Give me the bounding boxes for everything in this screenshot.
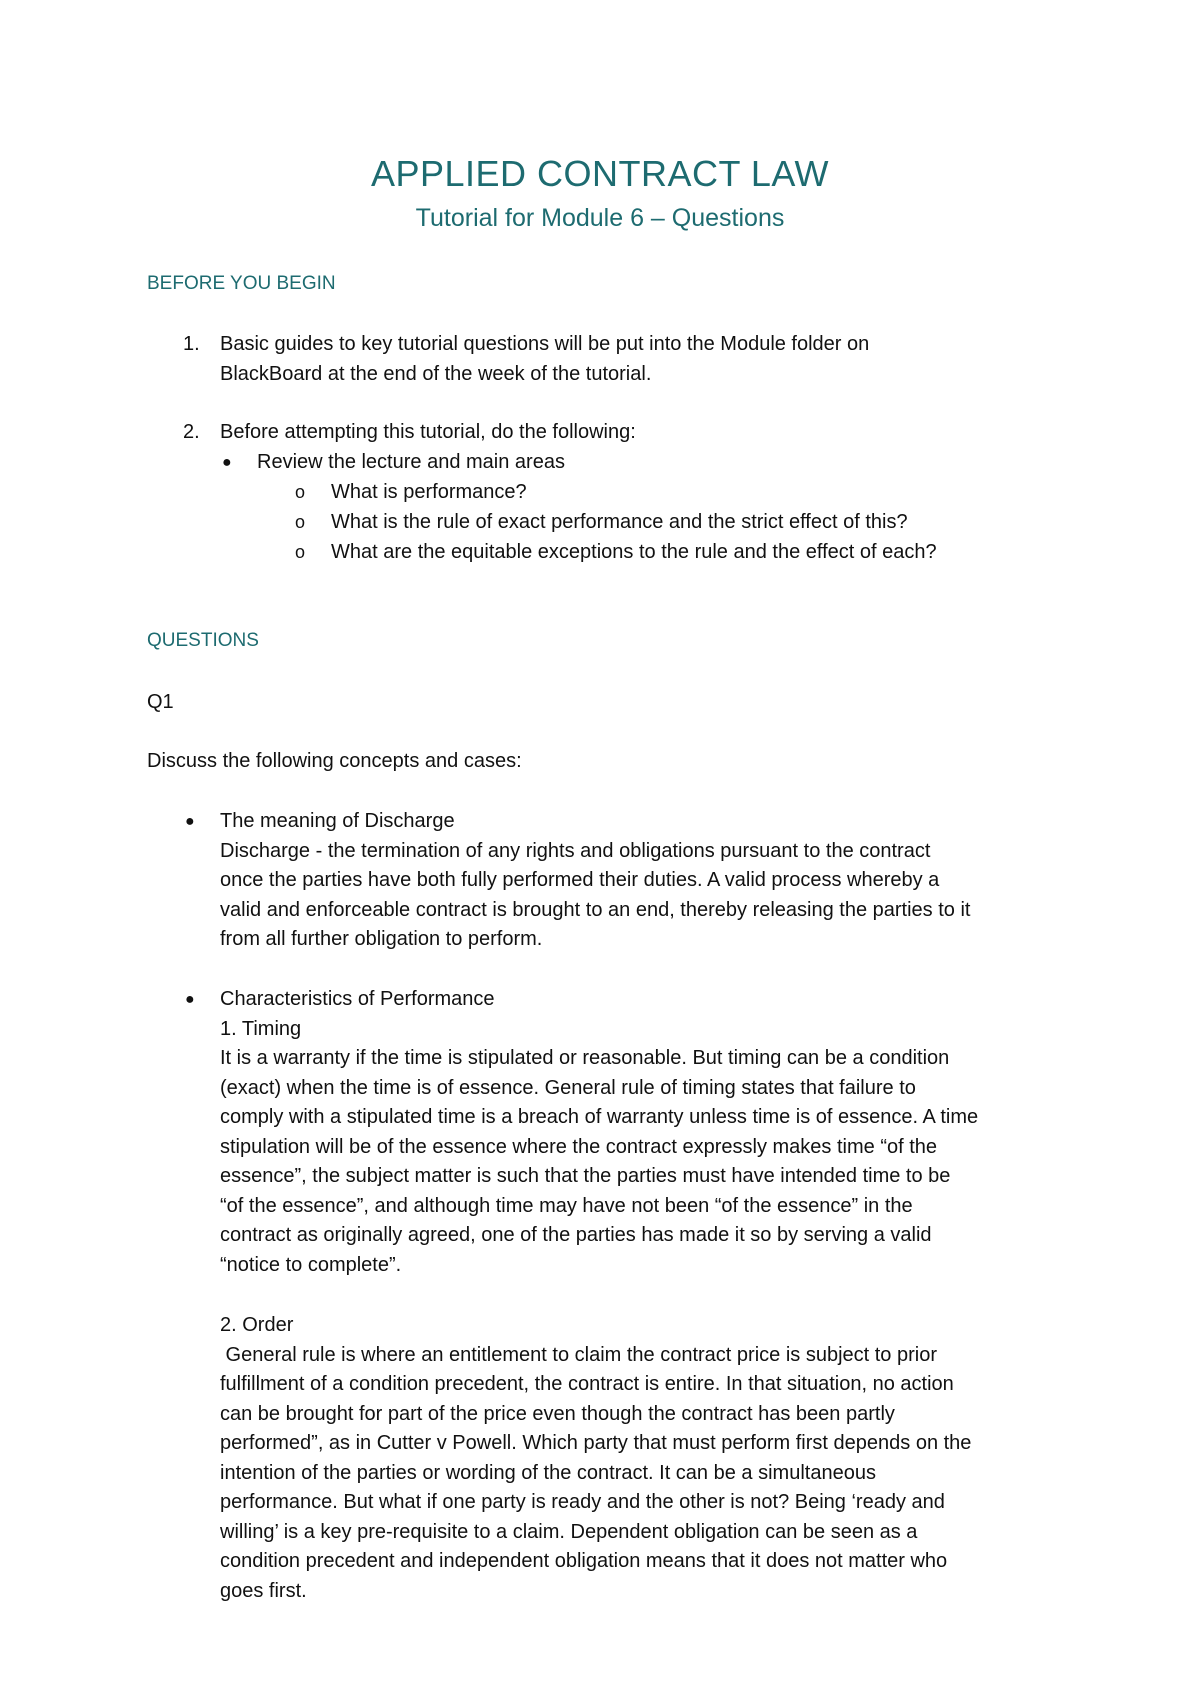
question-label: Q1 — [147, 691, 174, 713]
text-line: contract as originally agreed, one of the parties has made it so by serving a valid — [220, 1224, 932, 1246]
bullet-icon: ● — [222, 454, 232, 471]
text-line: performance. But what if one party is ready and the other is not? Being ‘ready and — [220, 1491, 945, 1513]
text-line: General rule is where an entitlement to claim the contract price is subject to prior — [220, 1343, 937, 1366]
list-item-text — [220, 330, 1040, 389]
before-you-begin-heading: BEFORE YOU BEGIN — [147, 273, 336, 294]
sub-bullet-text: What is the rule of exact performance and the strict effect of this? — [331, 511, 908, 533]
bullet-icon: ● — [185, 991, 195, 1008]
text-line: “notice to complete”. — [220, 1253, 402, 1276]
text-line: Basic guides to key tutorial questions will be put into the Module folder on — [220, 333, 870, 355]
performance-title: Characteristics of Performance — [220, 988, 495, 1010]
sub-bullet-icon: o — [295, 542, 306, 562]
bullet-text: Review the lecture and main areas — [257, 451, 565, 473]
sub-bullet-text: What is performance? — [331, 481, 527, 503]
text-line: “of the essence”, and although time may have not been “of the essence” in the — [220, 1194, 913, 1217]
text-line: (exact) when the time is of essence. General rule of timing states that failure to — [220, 1076, 916, 1099]
sub-bullet-text: What are the equitable exceptions to the rule and the effect of each? — [331, 541, 937, 563]
text-line: once the parties have both fully performed their duties. A valid process whereby a — [220, 869, 940, 891]
sub-bullet-icon: o — [295, 482, 306, 502]
text-line: from all further obligation to perform. — [220, 928, 543, 950]
question-intro: Discuss the following concepts and cases: — [147, 750, 522, 772]
order-heading: 2. Order — [220, 1314, 294, 1336]
text-line: valid and enforceable contract is brought to an end, thereby releasing the parties to it — [220, 898, 971, 921]
text-line: essence”, the subject matter is such that the parties must have intended time to be — [220, 1165, 951, 1187]
sub-bullet-icon: o — [295, 512, 306, 532]
text-line: Discharge - the termination of any rights and obligations pursuant to the contract — [220, 839, 931, 862]
text-line: intention of the parties or wording of the contract. It can be a simultaneous — [220, 1461, 876, 1484]
order-block — [220, 1311, 1080, 1606]
text-line: stipulation will be of the essence where the contract expressly makes time “of the — [220, 1135, 938, 1158]
text-line: BlackBoard at the end of the week of the tutorial. — [220, 362, 652, 385]
text-line: willing’ is a key pre-requisite to a claim. Dependent obligation can be seen as a — [220, 1520, 918, 1543]
questions-heading: QUESTIONS — [147, 630, 259, 651]
text-line: It is a warranty if the time is stipulated or reasonable. But timing can be a condition — [220, 1047, 950, 1069]
text-line: comply with a stipulated time is a breach of warranty unless time is of essence. A time — [220, 1106, 979, 1128]
text-line: can be brought for part of the price even though the contract has been partly — [220, 1402, 895, 1425]
timing-heading: 1. Timing — [220, 1017, 302, 1040]
text-line: goes first. — [220, 1579, 307, 1602]
list-item-text: Before attempting this tutorial, do the following: — [220, 421, 636, 443]
discharge-block — [220, 807, 1080, 955]
document-title: APPLIED CONTRACT LAW — [370, 153, 830, 194]
text-line: fulfillment of a condition precedent, the contract is entire. In that situation, no action — [220, 1373, 954, 1395]
discharge-title: The meaning of Discharge — [220, 810, 455, 832]
document-subtitle: Tutorial for Module 6 – Questions — [415, 204, 785, 232]
bullet-icon: ● — [185, 813, 195, 830]
text-line: performed”, as in Cutter v Powell. Which party that must perform first depends on the — [220, 1432, 972, 1454]
list-number: 2. — [183, 421, 200, 443]
text-line: condition precedent and independent obligation means that it does not matter who — [220, 1550, 948, 1572]
list-number: 1. — [183, 333, 200, 355]
performance-block — [220, 985, 1080, 1280]
